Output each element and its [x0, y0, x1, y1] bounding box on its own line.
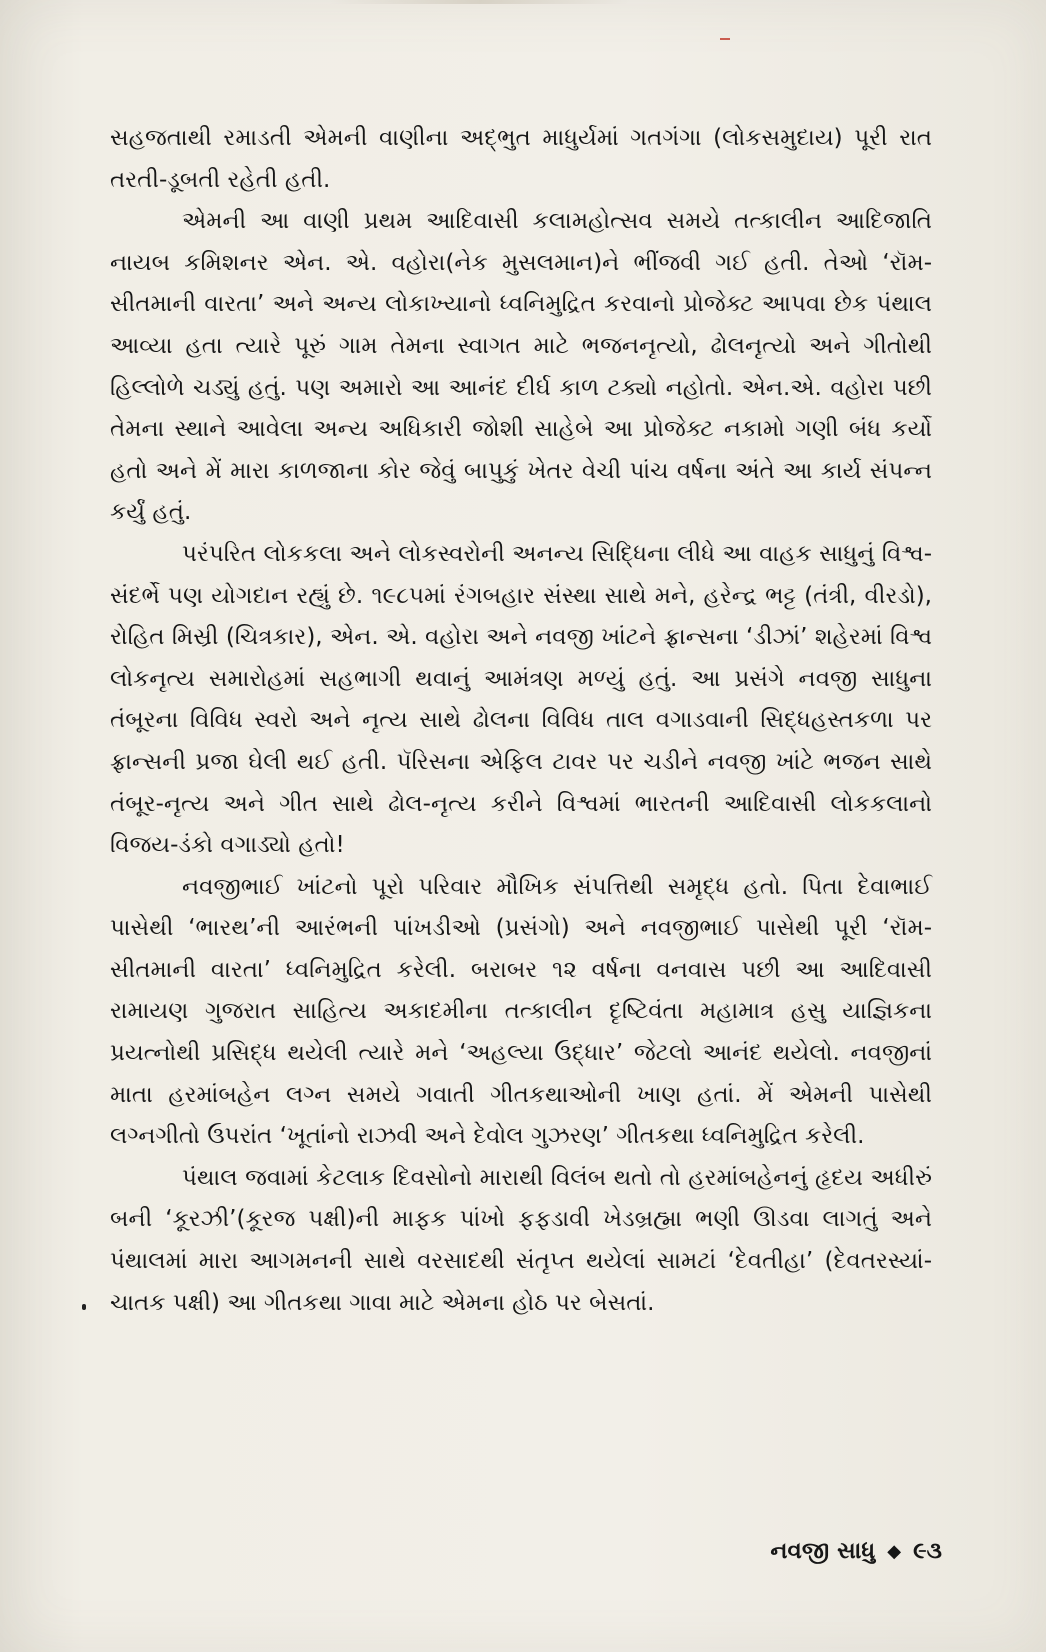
body-text: [110, 118, 932, 1324]
paragraph-4: નવજીભાઈ ખાંટનો પૂરો પરિવાર મૌખિક સંપત્તિથી સમૃદ્ધ હતો. પિતા દેવાભાઈ પાસેથી ‘ભારથ’ની આરંભની પાંખડીઓ (પ્રસંગો) અને નવજીભાઈ પાસેથી પૂરી ‘રૉમ-સીતમાની વારતા’ ધ્વનિમુદ્રિત કરેલી. બરાબર ૧૨ વર્ષના વનવાસ પછી આ આદિવાસી રામાયણ ગુજરાત સાહિત્ય અકાદમીના તત્કાલીન દૃષ્ટિવંતા મહામાત્ર હસુ યાજ્ઞિકના પ્રયત્નોથી પ્રસિદ્ધ થયેલી ત્યારે મને ‘અહલ્યા ઉદ્ધાર’ જેટલો આનંદ થયેલો. નવજીનાં માતા હરમાંબહેન લગ્ન સમયે ગવાતી ગીતકથાઓની ખાણ હતાં. મેં એમની પાસેથી લગ્નગીતો ઉપરાંત ‘ખૂતાંનો રાઝવી અને દેવોલ ગુઝરણ’ ગીતકથા ધ્વનિમુદ્રિત કરેલી.: [110, 873, 932, 1150]
diamond-separator-icon: ◆: [887, 1540, 902, 1562]
ink-speck: [720, 38, 730, 40]
paragraph-3: પરંપરિત લોકકલા અને લોકસ્વરોની અનન્ય સિદ્ધિના લીધે આ વાહક સાધુનું વિશ્વ-સંદર્ભે પણ યોગદાન રહ્યું છે. ૧૯૮૫માં રંગબહાર સંસ્થા સાથે મને, હરેન્દ્ર ભટ્ટ (તંત્રી, વીરડો), રોહિત મિસ્રી (ચિત્રકાર), એન. એ. વહોરા અને નવજી ખાંટને ફ્રાન્સના ‘ડીઝાં’ શહેરમાં વિશ્વ લોકનૃત્ય સમારોહમાં સહભાગી થવાનું આમંત્રણ મળ્યું હતું. આ પ્રસંગે નવજી સાધુના તંબૂરના વિવિધ સ્વરો અને નૃત્ય સાથે ઢોલના વિવિધ તાલ વગાડવાની સિદ્ધહસ્તકળા પર ફ્રાન્સની પ્રજા ઘેલી થઈ હતી. પૅરિસના એફિલ ટાવર પર ચડીને નવજી ખાંટે ભજન સાથે તંબૂર-નૃત્ય અને ગીત સાથે ઢોલ-નૃત્ય કરીને વિશ્વમાં ભારતની આદિવાસી લોકકલાનો વિજય-ડંકો વગાડ્યો હતો!: [110, 540, 932, 859]
page-footer: [770, 1538, 942, 1564]
paragraph-2: એમની આ વાણી પ્રથમ આદિવાસી કલામહોત્સવ સમયે તત્કાલીન આદિજાતિ નાયબ કમિશનર એન. એ. વહોરા(નેક મુસલમાન)ને ભીંજવી ગઈ હતી. તેઓ ‘રૉમ-સીતમાની વારતા’ અને અન્ય લોકાખ્યાનો ધ્વનિમુદ્રિત કરવાનો પ્રોજેક્ટ આપવા છેક પંથાલ આવ્યા હતા ત્યારે પૂરું ગામ તેમના સ્વાગત માટે ભજનનૃત્યો, ઢોલનૃત્યો અને ગીતોથી હિલ્લોળે ચડ્યું હતું. પણ અમારો આ આનંદ દીર્ઘ કાળ ટક્યો નહોતો. એન.એ. વહોરા પછી તેમના સ્થાને આવેલા અન્ય અધિકારી જોશી સાહેબે આ પ્રોજેક્ટ નકામો ગણી બંધ કર્યો હતો અને મેં મારા કાળજાના કોર જેવું બાપુકું ખેતર વેચી પાંચ વર્ષના અંતે આ કાર્ય સંપન્ન કર્યું હતું.: [110, 208, 932, 526]
paragraph-5: પંથાલ જવામાં કેટલાક દિવસોનો મારાથી વિલંબ થતો તો હરમાંબહેનનું હૃદય અધીરું બની ‘કૂરઝી’(કૂરજ પક્ષી)ની માફક પાંખો ફફડાવી ખેડબ્રહ્મા ભણી ઊડવા લાગતું અને પંથાલમાં મારા આગમનની સાથે વરસાદથી સંતૃપ્ત થયેલાં સામટાં ‘દેવતીહા’ (દેવતરસ્યાં-ચાતક પક્ષી) આ ગીતકથા ગાવા માટે એમના હોઠ પર બેસતાં.: [110, 1164, 932, 1316]
page-number: ૯૩: [913, 1538, 942, 1564]
ink-dot: [82, 1304, 86, 1310]
paragraph-1: સહજતાથી રમાડતી એમની વાણીના અદ્ભુત માધુર્યમાં ગતગંગા (લોકસમુદાય) પૂરી રાત તરતી-ડૂબતી રહેતી હતી.: [110, 125, 932, 193]
top-edge-shadow: [330, 0, 630, 4]
running-title: નવજી સાધુ: [770, 1538, 876, 1564]
